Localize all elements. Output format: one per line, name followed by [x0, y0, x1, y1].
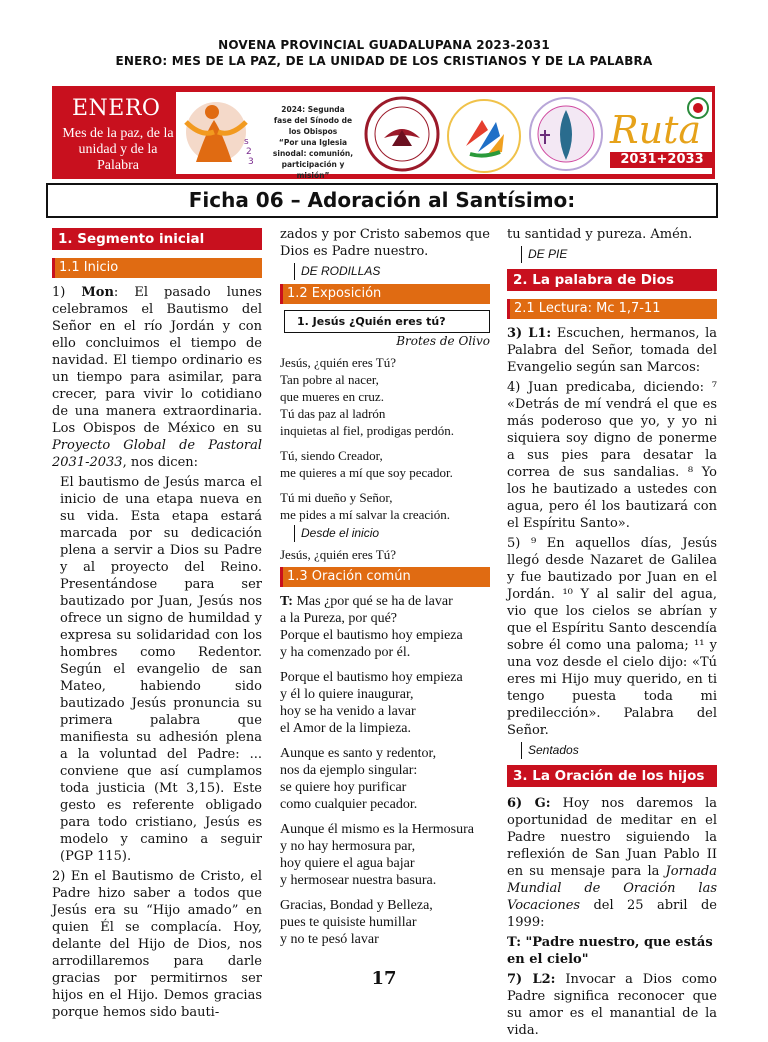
column-3	[507, 226, 717, 1042]
svg-text:3: 3	[248, 157, 254, 167]
song-line: que mueres en cruz.	[280, 389, 384, 404]
sinodo-logo-icon	[176, 92, 266, 174]
sinodo-text	[272, 104, 354, 181]
column-1	[52, 222, 262, 1024]
prayer-line: Mas ¿por qué se ha de lavar	[292, 594, 453, 609]
prayer-line: y él lo quiere inaugurar,	[280, 687, 414, 702]
paragraph-2: 2) En el Bautismo de Cristo, el Padre hizo saber a todos que Jesús era su “Hijo amado” en quien Él se complacía. Hoy, delante del Hijo de Dios, nos arrodillaremos para darle gracias por permitirnos ser hijos en el Hijo. Demos gracias porque hemos sido bauti-	[52, 869, 262, 1020]
prayer-line: hoy quiere el agua bajar	[280, 856, 415, 871]
song-line: Tú mi dueño y Señor,	[280, 490, 393, 505]
paragraph-text: Escuchen, hermanos, la Palabra del Señor, tomada del Evangelio según san Marcos:	[507, 326, 717, 375]
prayer-line: Aunque es santo y redentor,	[280, 746, 437, 761]
prayer-line: el Amor de la limpieza.	[280, 721, 412, 736]
speaker-label: T:	[280, 594, 293, 609]
prayer-stanza-4	[280, 821, 490, 889]
ficha-title: Ficha 06 – Adoración al Santísimo:	[46, 183, 718, 218]
paragraph-text: Invocar a Dios como Padre significa reconocer que su amor es el manantial de la vida.	[507, 972, 718, 1038]
song-line: me pides a mí salvar la creación.	[280, 507, 451, 522]
song-lyrics	[280, 354, 490, 563]
song-stanza-1	[280, 354, 490, 439]
paragraph-1	[52, 284, 262, 471]
paragraph-continuation: zados y por Cristo sabemos que Dios es Padre nuestro.	[280, 227, 490, 259]
section-palabra-de-dios: 2. La palabra de Dios	[507, 269, 717, 291]
paragraph-6	[507, 795, 717, 931]
paragraph-5: 5) ⁹ En aquellos días, Jesús llegó desde Nazaret de Galilea y fue bautizado por Juan en el Jordán. ¹⁰ Y al salir del agua, vio que los cielos se abrían y que el Espíritu Santo descendía sobre él como una paloma; ¹¹ y una voz desde el cielo dijo: «Tú eres mi Hijo muy querido, en ti tengo puesta toda mi predilección». Palabra del Señor.	[507, 536, 717, 738]
quote-block: El bautismo de Jesús marca el inicio de una etapa nueva en su vida. Esta etapa estará marcada por su dedicación plena a servir a Dios su Padre y al proyecto del Reino. Presentándose para ser bautizado por Juan, Jesús nos ofrece un signo de humildad y expresa su solidaridad con los hombres como Redentor. Según el evangelio de san Mateo, habiendo sido bautizado Jesús pronuncia su primera palabra que manifiesta su adhesión plena a la voluntad del Padre: ... conviene que así cumplamos toda justicia (Mt 3,15). Este gesto es referente obligado para todo cristiano, Jesús es modelo y camino a seguir (PGP 115).	[60, 475, 262, 864]
prayer-stanza-1	[280, 593, 490, 661]
speaker-label: 3) L1:	[507, 326, 552, 341]
prayer-line: hoy se ha venido a lavar	[280, 704, 416, 719]
prayer-line: como cualquier pecador.	[280, 797, 418, 812]
song-stanza-2	[280, 447, 490, 481]
paragraph-text: del 25 abril de 1999:	[507, 898, 717, 930]
prayer-line: y no hay hermosura par,	[280, 839, 416, 854]
song-line: Jesús, ¿quién eres Tú?	[280, 355, 397, 370]
subsection-exposicion: 1.2 Exposición	[280, 284, 490, 304]
prayer-line: y ha comenzado por él.	[280, 645, 411, 660]
ruta-logo-text: Ruta	[610, 108, 702, 152]
paragraph-3	[507, 325, 717, 376]
paragraph-4: 4) Juan predicaba, diciendo: ⁷ «Detrás de mí vendrá el que es más poderoso que yo, y yo ni siquiera soy digno de ponerme a sus pies para desatar la correa de sus sandalias. ⁸ Yo los he bautizado a ustedes con agua, pero él los bautizará con el Espíritu Santo».	[507, 380, 717, 531]
speaker-label: 6) G:	[507, 796, 551, 811]
section-segmento-inicial: 1. Segmento inicial	[52, 228, 262, 250]
song-line: Tú, siendo Creador,	[280, 448, 383, 463]
song-title: 1. Jesús ¿Quién eres tú?	[284, 310, 490, 333]
subsection-inicio: 1.1 Inicio	[52, 258, 262, 278]
sinodo-quote: “Por una Iglesia sinodal: comunión, participación y misión”	[272, 138, 354, 180]
prayer-line: Aunque él mismo es la Hermosura	[280, 822, 475, 837]
paragraph-text: , nos dicen:	[122, 455, 199, 470]
rubric-sentados: Sentados	[521, 742, 717, 759]
banner-logos-panel	[176, 92, 712, 180]
document-title: Proyecto Global de Pastoral 2031-2033	[52, 438, 262, 470]
song-line: Jesús, ¿quién eres Tú?	[280, 547, 397, 562]
song-line: Tan pobre al nacer,	[280, 372, 379, 387]
song-line: me quieres a mí que soy pecador.	[280, 465, 453, 480]
song-stanza-3	[280, 489, 490, 523]
ruta-years: 2031+2033	[610, 152, 714, 168]
song-line: Tú das paz al ladrón	[280, 406, 386, 421]
prayer-line: Porque el bautismo hoy empieza	[280, 670, 463, 685]
sinodo-title: 2024: Segunda fase del Sínodo de los Obispos	[273, 105, 353, 136]
header-line-1: NOVENA PROVINCIAL GUADALUPANA 2023-2031	[218, 38, 550, 52]
guadalupe-seal-icon	[526, 94, 606, 174]
svg-text:s: s	[244, 137, 249, 147]
holy-spirit-seal-icon	[362, 94, 442, 174]
song-source: Brotes de Olivo	[396, 334, 490, 348]
rubric-desde-el-inicio: Desde el inicio	[294, 525, 490, 542]
event-title: Jornada Mundial de Oración las Vocaciones	[507, 864, 717, 913]
svg-text:2: 2	[246, 147, 252, 157]
prayer-line: Gracias, Bondad y Belleza,	[280, 898, 433, 913]
prayer-stanza-5	[280, 897, 490, 948]
prayer-line: a la Pureza, por qué?	[280, 611, 397, 626]
response-line: T: "Padre nuestro, que estás en el cielo"	[507, 935, 713, 967]
prayer-stanza-3	[280, 745, 490, 813]
banner-month-subtitle: Mes de la paz, de la unidad y de la Palabra	[62, 126, 174, 173]
song-stanza-4	[280, 546, 490, 563]
header-line-2: ENERO: MES DE LA PAZ, DE LA UNIDAD DE LOS CRISTIANOS Y DE LA PALABRA	[115, 54, 653, 68]
subsection-oracion-comun: 1.3 Oración común	[280, 567, 490, 587]
prayer-stanza-2	[280, 669, 490, 737]
prayer-line: se quiere hoy purificar	[280, 780, 407, 795]
page-number: 17	[371, 968, 397, 989]
subsection-lectura: 2.1 Lectura: Mc 1,7-11	[507, 299, 717, 319]
prayer-line: pues te quisiste humillar	[280, 915, 417, 930]
banner	[52, 86, 715, 179]
section-oracion-de-los-hijos: 3. La Oración de los hijos	[507, 765, 717, 787]
prayer-line: y hermosear nuestra basura.	[280, 873, 437, 888]
rubric-de-pie: DE PIE	[521, 246, 717, 263]
jubilee-peregrinos-logo-icon	[444, 96, 524, 176]
speaker-label: 7) L2:	[507, 972, 556, 987]
speaker-label: Mon	[81, 285, 114, 300]
prayer-line: nos da ejemplo singular:	[280, 763, 418, 778]
prayer-line: y no te pesó lavar	[280, 932, 379, 947]
paragraph-text: : El pasado lunes celebramos el Bautismo del Señor en el río Jordán y con ello concluimos el tiempo de navidad. El tiempo ordinario es un tiempo para asimilar, para crecer, para vivir lo cotidiano de una manera extraordinaria. Los Obispos de México en su	[52, 285, 262, 436]
banner-month: ENERO	[72, 96, 161, 121]
paragraph-text: Hoy nos daremos la oportunidad de meditar en el Padre nuestro siguiendo la reflexión de San Juan Pablo II en su mensaje para la	[507, 796, 717, 879]
prayer-line: Porque el bautismo hoy empieza	[280, 628, 463, 643]
paragraph-number: 1)	[52, 285, 66, 300]
song-line: inquietas al fiel, prodigas perdón.	[280, 423, 455, 438]
paragraph-continuation: tu santidad y pureza. Amén.	[507, 227, 693, 242]
column-2	[280, 226, 490, 956]
rubric-de-rodillas: DE RODILLAS	[294, 263, 490, 280]
